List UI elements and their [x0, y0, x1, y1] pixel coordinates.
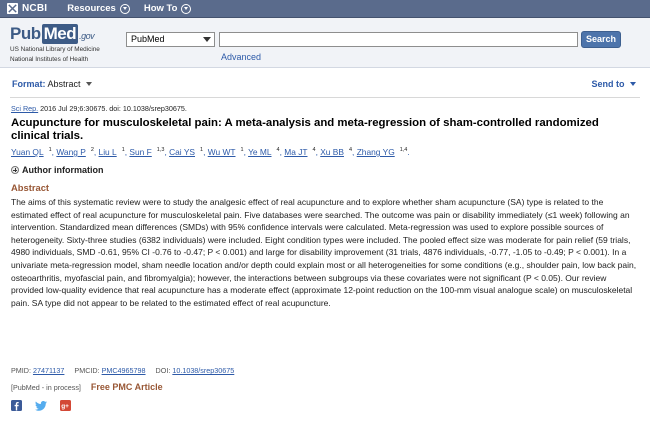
journal-link[interactable]: Sci Rep. [11, 104, 39, 113]
format-value: Abstract [47, 79, 81, 89]
chevron-down-icon [630, 82, 636, 86]
search-input[interactable] [219, 32, 578, 47]
author-entry: Yuan QL $^1$, [11, 147, 57, 157]
chevron-down-icon [120, 4, 130, 14]
author-link[interactable]: Xu BB [320, 147, 344, 157]
logo-gov: .gov [79, 31, 95, 41]
nlm-text: US National Library of Medicine [10, 46, 100, 53]
ncbi-logo[interactable] [7, 3, 47, 14]
ncbi-helix-icon [7, 3, 18, 14]
author-affiliation-sup: 4 [276, 147, 280, 154]
nih-text: National Institutes of Health [10, 55, 89, 63]
pmid-label: PMID: [11, 366, 31, 375]
pubmed-header [0, 18, 650, 68]
logo-pub: Pub [10, 24, 41, 43]
author-affiliation-sup: 1 [121, 147, 125, 154]
author-link[interactable]: Liu L [98, 147, 117, 157]
author-link[interactable]: Cai YS [169, 147, 196, 157]
advanced-search-link[interactable]: Advanced [221, 52, 262, 62]
author-affiliation-sup: 1 [48, 147, 52, 154]
author-entry: Ma JT $^4$, [284, 147, 321, 157]
author-link[interactable]: Sun F [129, 147, 152, 157]
abstract-heading: Abstract [11, 182, 50, 193]
article-title: Acupuncture for musculoskeletal pain: A meta-analysis and meta-regression of sham-controlled randomized clinical trials. [11, 117, 599, 142]
status-row [11, 382, 163, 392]
citation-line [11, 104, 639, 113]
author-link[interactable]: Ye ML [248, 147, 272, 157]
abstract-text: The aims of this systematic review were to study the analgesic effect of real acupuncture and to explore whether sham acupuncture (SA) type is related to the estimated effect of real acupuncture for musculoskeletal pain. Five databases were searched. The outcome was pain or disability immediately (≤1 week) following an intervention. Standardized mean differences (SMDs) with 95% confidence intervals were calculated. Meta-regression was used to explore possible sources of heterogeneity. Sixty-three studies (6382 individuals) were included. Eight condition types were included. The pooled effect size was moderate for pain relief (59 trials, 4980 individuals, SMD -0.61, 95% CI -0.76 to -0.47; P < 0.001) and large for disability improvement (31 trials, 4876 individuals, -0.77, -1.05 to -0.49; P < 0.001). In a univariate meta-regression model, sham needle location and/or depth could explain most or all heterogeneities for some conditions (e.g., shoulder pain, low back pain, osteoarthritis, myofascial pain, and fibromyalgia); however, the interactions between subgroups via these covariates were not significant (P < 0.05). Our review provided low-quality evidence that real acupuncture has a moderate effect (approximate 12-point reduction on the 100-mm visual analogue scale) on musculoskeletal pain. SA type did not appear to be related to the estimated effect of real acupuncture. [11, 197, 637, 308]
search-button[interactable]: Search [581, 31, 621, 48]
database-select[interactable] [126, 32, 215, 47]
chevron-down-icon [86, 82, 92, 86]
author-affiliation-sup: 2 [90, 147, 94, 154]
logo-med: Med [43, 24, 77, 43]
format-label: Format: [12, 79, 46, 89]
pubmed-logo[interactable] [10, 24, 100, 63]
chevron-down-icon [203, 37, 211, 42]
social-share-bar [11, 400, 84, 413]
article-content [11, 104, 639, 309]
pubmed-status: [PubMed - in process] [11, 382, 81, 392]
author-affiliation-sup: 4 [348, 147, 353, 154]
format-dropdown[interactable] [12, 79, 92, 89]
citation-details: 2016 Jul 29;6:30675. doi: 10.1038/srep30675. [38, 104, 187, 113]
pmcid-label: PMCID: [74, 366, 100, 375]
author-entry: Liu L $^1$, [98, 147, 130, 157]
ncbi-top-bar [0, 0, 650, 18]
divider [10, 97, 640, 98]
author-entry: Wu WT $^1$, [207, 147, 249, 157]
ncbi-logo-text: NCBI [22, 3, 48, 14]
author-list [11, 147, 639, 157]
send-to-label: Send to [591, 79, 625, 89]
author-entry: Wang P $^2$, [56, 147, 99, 157]
twitter-icon[interactable] [35, 401, 47, 413]
author-affiliation-sup: 1,4 [399, 147, 408, 154]
author-entry: Xu BB $^4$, [320, 147, 357, 157]
author-entry: Ye ML $^4$, [248, 147, 285, 157]
database-value: PubMed [131, 34, 165, 44]
free-pmc-article-link[interactable]: Free PMC Article [90, 382, 163, 392]
pmid-link[interactable]: 27471137 [32, 366, 65, 375]
author-link[interactable]: Ma JT [284, 147, 308, 157]
author-information-toggle[interactable] [11, 165, 639, 175]
how-to-menu-label: How To [143, 3, 178, 14]
expand-plus-icon [11, 166, 19, 174]
author-entry: Sun F $^{1,3}$, [129, 147, 170, 157]
identifier-row [11, 366, 242, 375]
author-affiliation-sup: 1 [240, 147, 244, 154]
pmcid-link[interactable]: PMC4965798 [101, 366, 146, 375]
send-to-dropdown[interactable] [591, 79, 636, 89]
resources-menu[interactable] [67, 3, 130, 14]
resources-menu-label: Resources [67, 3, 116, 14]
doi-label: DOI: [155, 366, 171, 375]
format-bar [0, 76, 650, 94]
chevron-down-icon [181, 4, 191, 14]
author-link[interactable]: Wu WT [207, 147, 236, 157]
author-entry: Zhang YG $^{1,4}$. [356, 147, 410, 157]
author-link[interactable]: Wang P [56, 147, 86, 157]
author-link[interactable]: Yuan QL [11, 147, 44, 157]
facebook-icon[interactable] [11, 400, 22, 413]
author-information-label: Author information [22, 165, 104, 175]
author-affiliation-sup: 1,3 [156, 147, 165, 154]
author-link[interactable]: Zhang YG [356, 147, 395, 157]
author-affiliation-sup: 1 [200, 147, 204, 154]
how-to-menu[interactable] [144, 3, 192, 14]
author-affiliation-sup: 4 [312, 147, 316, 154]
pubmed-wordmark [10, 24, 100, 44]
svg-text:g+: g+ [61, 403, 69, 411]
doi-link[interactable]: 10.1038/srep30675 [172, 366, 235, 375]
google-plus-icon[interactable] [60, 400, 71, 413]
author-entry: Cai YS $^1$, [169, 147, 208, 157]
